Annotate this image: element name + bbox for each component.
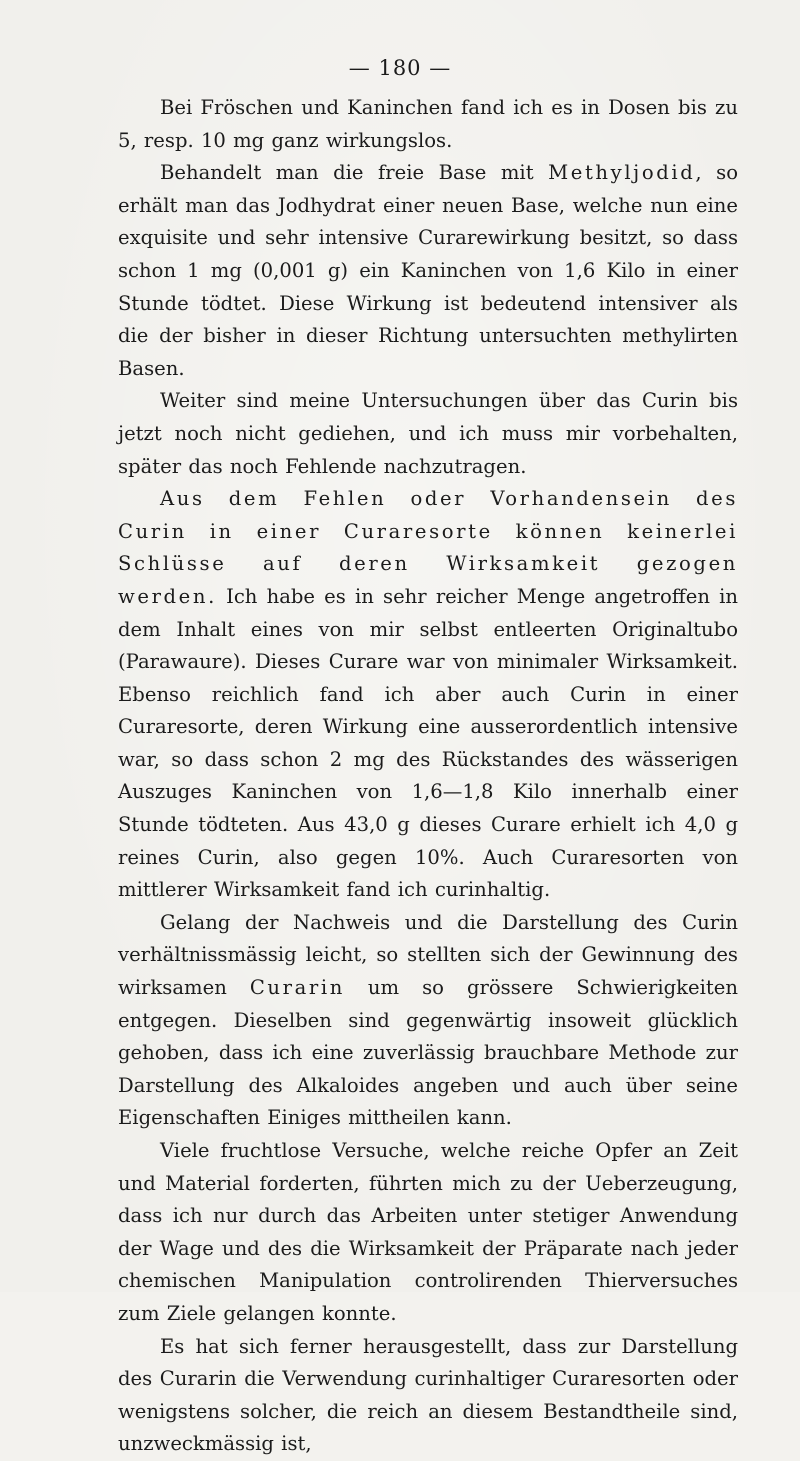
paragraph-3 (118, 385, 738, 483)
paragraph-3-part-1: Weiter sind meine Untersuchungen über das Curin bis jetzt noch nicht gediehen, und ich muss mir vorbehalten, später das noch Fehlende nachzutragen. (118, 389, 738, 478)
paragraph-2 (118, 157, 738, 385)
paragraph-5-emphasis: Curarin (249, 976, 345, 1000)
paragraph-7 (118, 1331, 738, 1461)
paragraph-5 (118, 907, 738, 1135)
paragraph-6 (118, 1135, 738, 1331)
paragraph-4-emphasis: Aus dem Fehlen oder Vorhandensein des Curin in einer Curaresorte können keinerlei Schlüsse auf deren Wirksamkeit gezogen werden. (118, 487, 738, 608)
paragraph-1 (118, 92, 738, 157)
paragraph-7-part-1: Es hat sich ferner herausgestellt, dass zur Darstellung des Curarin die Verwendung curinhaltiger Curaresorten oder wenigstens solcher, die reich an diesem Bestandtheile sind, unzweckmässig ist, (118, 1334, 738, 1456)
page-number: — 180 — (348, 56, 452, 80)
paragraph-2-part-3: , so erhält man das Jodhydrat einer neuen Base, welche nun eine exquisite und sehr intensive Curarewirkung besitzt, so dass schon 1 mg (0,001 g) ein Kaninchen von 1,6 Kilo in einer Stunde tödtet. Diese Wirkung ist bedeutend intensiver als die der bisher in dieser Richtung untersuchten methylirten Basen. (118, 161, 739, 380)
paragraph-5-part-3: um so grössere Schwierigkeiten entgegen. Dieselben sind gegenwärtig insoweit glücklich gehoben, dass ich eine zuverlässig brauchbare Methode zur Darstellung des Alkaloides angeben und auch über seine Eigenschaften Einiges mittheilen kann. (118, 976, 738, 1130)
paragraph-5-part-1: Gelang der Nachweis und die Darstellung des Curin verhältnissmässig leicht, so stellten sich der Gewinnung des wirksamen (118, 910, 738, 1000)
paragraph-4 (118, 483, 738, 907)
paragraph-2-emphasis: Methyljodid (548, 161, 696, 185)
paragraph-2-part-1: Behandelt man die freie Base mit (160, 161, 549, 185)
paragraph-1-part-1: Bei Fröschen und Kaninchen fand ich es in Dosen bis zu 5, resp. 10 mg ganz wirkungslos. (118, 96, 738, 152)
body-text (118, 92, 738, 1461)
paragraph-4-part-2: Ich habe es in sehr reicher Menge angetroffen in dem Inhalt eines von mir selbst entleerten Originaltubo (Parawaure). Dieses Curare war von minimaler Wirksamkeit. Ebenso reichlich fand ich aber auch Curin in einer Curaresorte, deren Wirkung eine ausserordentlich intensive war, so dass schon 2 mg des Rückstandes des wässerigen Auszuges Kaninchen von 1,6—1,8 Kilo innerhalb einer Stunde tödteten. Aus 43,0 g dieses Curare erhielt ich 4,0 g reines Curin, also gegen 10%. Auch Curaresorten von mittlerer Wirksamkeit fand ich curinhaltig. (118, 584, 738, 902)
paragraph-6-part-1: Viele fruchtlose Versuche, welche reiche Opfer an Zeit und Material forderten, führten mich zu der Ueberzeugung, dass ich nur durch das Arbeiten unter stetiger Anwendung der Wage und des die Wirksamkeit der Präparate nach jeder chemischen Manipulation controlirenden Thierversuches zum Ziele gelangen konnte. (118, 1139, 738, 1325)
